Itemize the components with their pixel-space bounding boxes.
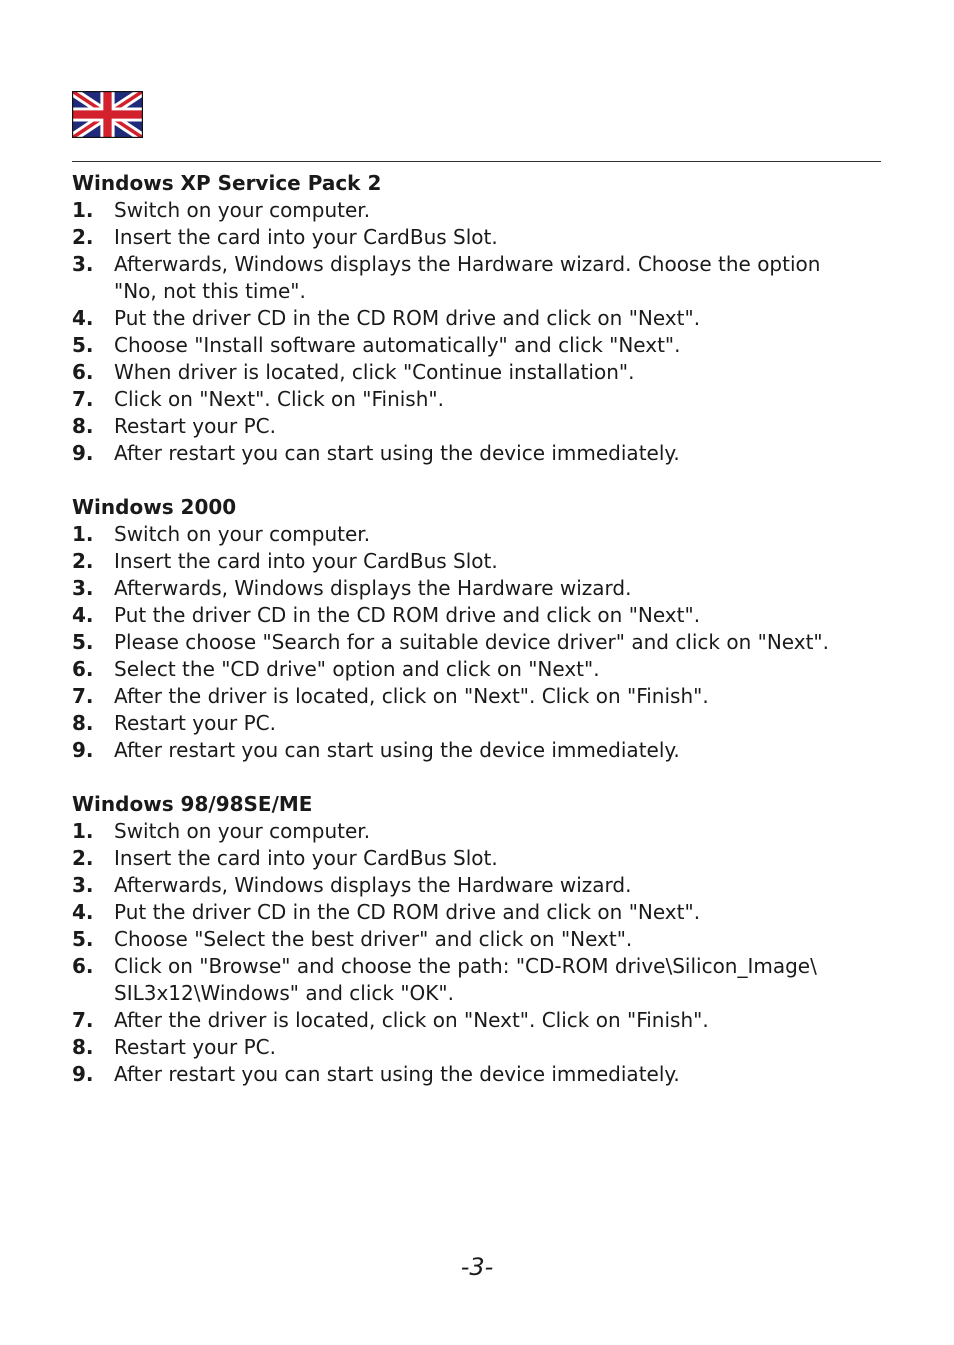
step-text: Select the "CD drive" option and click on "Next". (114, 657, 600, 681)
step-text: Insert the card into your CardBus Slot. (114, 549, 498, 573)
step-text: After the driver is located, click on "Next". Click on "Finish". (114, 1008, 709, 1032)
step-number: 5. (72, 333, 94, 357)
section-windows-xp-sp2 (72, 170, 881, 467)
list-item (72, 602, 881, 629)
steps-list (72, 521, 881, 764)
list-item (72, 521, 881, 548)
list-item (72, 737, 881, 764)
step-number: 4. (72, 900, 94, 924)
step-number: 6. (72, 360, 94, 384)
step-text: Restart your PC. (114, 1035, 276, 1059)
step-number: 6. (72, 954, 94, 978)
step-number: 7. (72, 1008, 94, 1032)
step-text: Afterwards, Windows displays the Hardware wizard. (114, 576, 632, 600)
section-title: Windows 2000 (72, 495, 237, 519)
list-item (72, 440, 881, 467)
list-item (72, 926, 881, 953)
steps-list (72, 818, 881, 1088)
step-number: 3. (72, 252, 94, 276)
section-title: Windows 98/98SE/ME (72, 792, 313, 816)
step-number: 4. (72, 603, 94, 627)
step-number: 1. (72, 819, 94, 843)
list-item (72, 386, 881, 413)
step-text: Switch on your computer. (114, 819, 371, 843)
step-text: Put the driver CD in the CD ROM drive and click on "Next". (114, 603, 701, 627)
list-item (72, 332, 881, 359)
section-windows-98-98se-me (72, 791, 881, 1088)
list-item (72, 575, 881, 602)
step-number: 1. (72, 198, 94, 222)
step-number: 9. (72, 441, 94, 465)
step-number: 8. (72, 1035, 94, 1059)
step-text: Click on "Next". Click on "Finish". (114, 387, 444, 411)
step-number: 5. (72, 927, 94, 951)
step-number: 5. (72, 630, 94, 654)
step-number: 9. (72, 738, 94, 762)
step-number: 3. (72, 576, 94, 600)
list-item (72, 1061, 881, 1088)
step-text: When driver is located, click "Continue installation". (114, 360, 635, 384)
step-number: 6. (72, 657, 94, 681)
step-text: Restart your PC. (114, 711, 276, 735)
step-text: Click on "Browse" and choose the path: "CD-ROM drive\Silicon_Image\ SIL3x12\Windows" and click "OK". (114, 954, 817, 1005)
step-text: Choose "Select the best driver" and click on "Next". (114, 927, 633, 951)
step-number: 9. (72, 1062, 94, 1086)
list-item (72, 872, 881, 899)
list-item (72, 683, 881, 710)
step-number: 1. (72, 522, 94, 546)
list-item (72, 899, 881, 926)
step-text: Choose "Install software automatically" and click "Next". (114, 333, 681, 357)
list-item (72, 1007, 881, 1034)
list-item (72, 197, 881, 224)
step-text: Insert the card into your CardBus Slot. (114, 846, 498, 870)
list-item (72, 656, 881, 683)
step-text: After the driver is located, click on "Next". Click on "Finish". (114, 684, 709, 708)
step-number: 8. (72, 414, 94, 438)
step-text: Afterwards, Windows displays the Hardware wizard. (114, 873, 632, 897)
step-number: 2. (72, 846, 94, 870)
page-number: -3- (460, 1253, 494, 1281)
section-title: Windows XP Service Pack 2 (72, 171, 382, 195)
uk-flag-icon (72, 91, 143, 138)
step-text: After restart you can start using the device immediately. (114, 738, 680, 762)
list-item (72, 359, 881, 386)
list-item (72, 818, 881, 845)
step-number: 7. (72, 684, 94, 708)
step-text: Put the driver CD in the CD ROM drive and click on "Next". (114, 900, 701, 924)
list-item (72, 1034, 881, 1061)
section-windows-2000 (72, 494, 881, 764)
step-number: 4. (72, 306, 94, 330)
list-item (72, 845, 881, 872)
list-item (72, 305, 881, 332)
step-number: 2. (72, 549, 94, 573)
step-number: 3. (72, 873, 94, 897)
step-number: 7. (72, 387, 94, 411)
list-item (72, 548, 881, 575)
step-text: Switch on your computer. (114, 522, 371, 546)
step-text: Insert the card into your CardBus Slot. (114, 225, 498, 249)
step-text: Restart your PC. (114, 414, 276, 438)
list-item (72, 629, 881, 656)
steps-list (72, 197, 881, 467)
list-item (72, 953, 881, 1007)
list-item (72, 710, 881, 737)
list-item (72, 224, 881, 251)
step-text: Put the driver CD in the CD ROM drive and click on "Next". (114, 306, 701, 330)
step-text: Afterwards, Windows displays the Hardware wizard. Choose the option "No, not this time". (114, 252, 821, 303)
step-text: Please choose "Search for a suitable device driver" and click on "Next". (114, 630, 829, 654)
list-item (72, 251, 881, 305)
instructions-content (72, 170, 881, 1088)
header-divider (72, 161, 881, 162)
step-text: Switch on your computer. (114, 198, 371, 222)
step-number: 8. (72, 711, 94, 735)
step-text: After restart you can start using the device immediately. (114, 1062, 680, 1086)
list-item (72, 413, 881, 440)
step-text: After restart you can start using the device immediately. (114, 441, 680, 465)
step-number: 2. (72, 225, 94, 249)
